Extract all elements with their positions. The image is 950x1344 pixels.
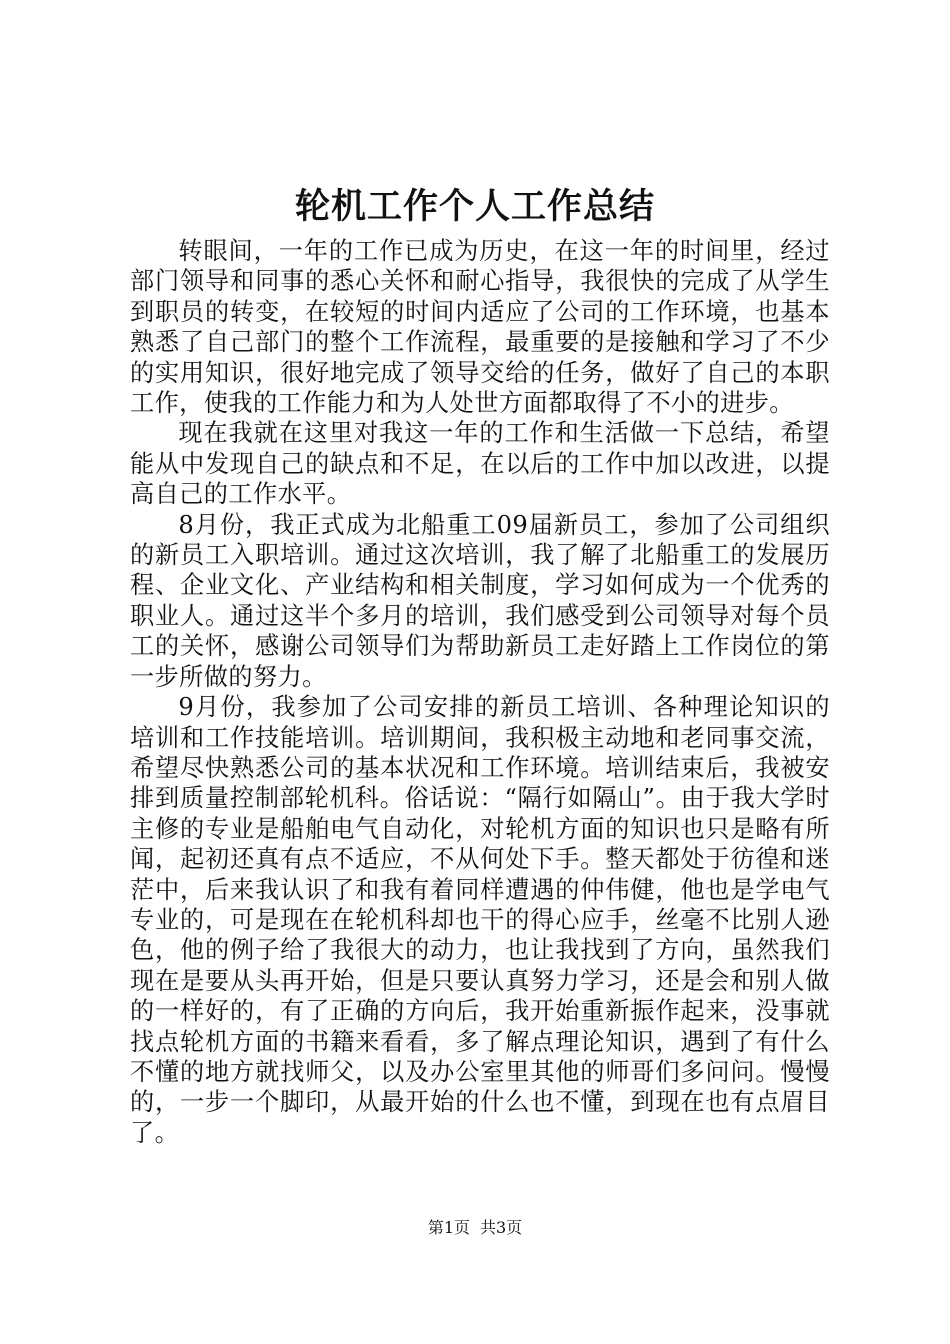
page-number: 第1页 — [427, 1218, 470, 1237]
page-total: 共3页 — [480, 1218, 523, 1237]
paragraph-august: 8月份，我正式成为北船重工09届新员工，参加了公司组织的新员工入职培训。通过这次培训，我了解了北船重工的发展历程、企业文化、产业结构和相关制度，学习如何成为一个优秀的职业人。通过这半个多月的培训，我们感受到公司领导对每个员工的关怀，感谢公司领导们为帮助新员工走好踏上工作岗位的第一步所做的努力。 — [130, 510, 830, 691]
paragraph-september: 9月份，我参加了公司安排的新员工培训、各种理论知识的培训和工作技能培训。培训期间，我积极主动地和老同事交流，希望尽快熟悉公司的基本状况和工作环境。培训结束后，我被安排到质量控制部轮机科。俗话说：“隔行如隔山”。由于我大学时主修的专业是船舶电气自动化，对轮机方面的知识也只是略有所闻，起初还真有点不适应，不从何处下手。整天都处于彷徨和迷茫中，后来我认识了和我有着同样遭遇的仲伟健，他也是学电气专业的，可是现在在轮机科却也干的得心应手，丝毫不比别人逊色，他的例子给了我很大的动力，也让我找到了方向，虽然我们现在是要从头再开始，但是只要认真努力学习，还是会和别人做的一样好的，有了正确的方向后，我开始重新振作起来，没事就找点轮机方面的书籍来看看，多了解点理论知识，遇到了有什么不懂的地方就找师父，以及办公室里其他的师哥们多问问。慢慢的，一步一个脚印，从最开始的什么也不懂，到现在也有点眉目了。 — [130, 693, 830, 1147]
document-body — [130, 236, 830, 1148]
paragraph-summary-purpose: 现在我就在这里对我这一年的工作和生活做一下总结，希望能从中发现自己的缺点和不足，在以后的工作中加以改进，以提高自己的工作水平。 — [130, 419, 830, 509]
paragraph-intro: 转眼间，一年的工作已成为历史，在这一年的时间里，经过部门领导和同事的悉心关怀和耐心指导，我很快的完成了从学生到职员的转变，在较短的时间内适应了公司的工作环境，也基本熟悉了自己部门的整个工作流程，最重要的是接触和学习了不少的实用知识，很好地完成了领导交给的任务，做好了自己的本职工作，使我的工作能力和为人处世方面都取得了不小的进步。 — [130, 237, 830, 418]
document-title: 轮机工作个人工作总结 — [294, 186, 655, 227]
page-footer — [0, 1216, 950, 1240]
